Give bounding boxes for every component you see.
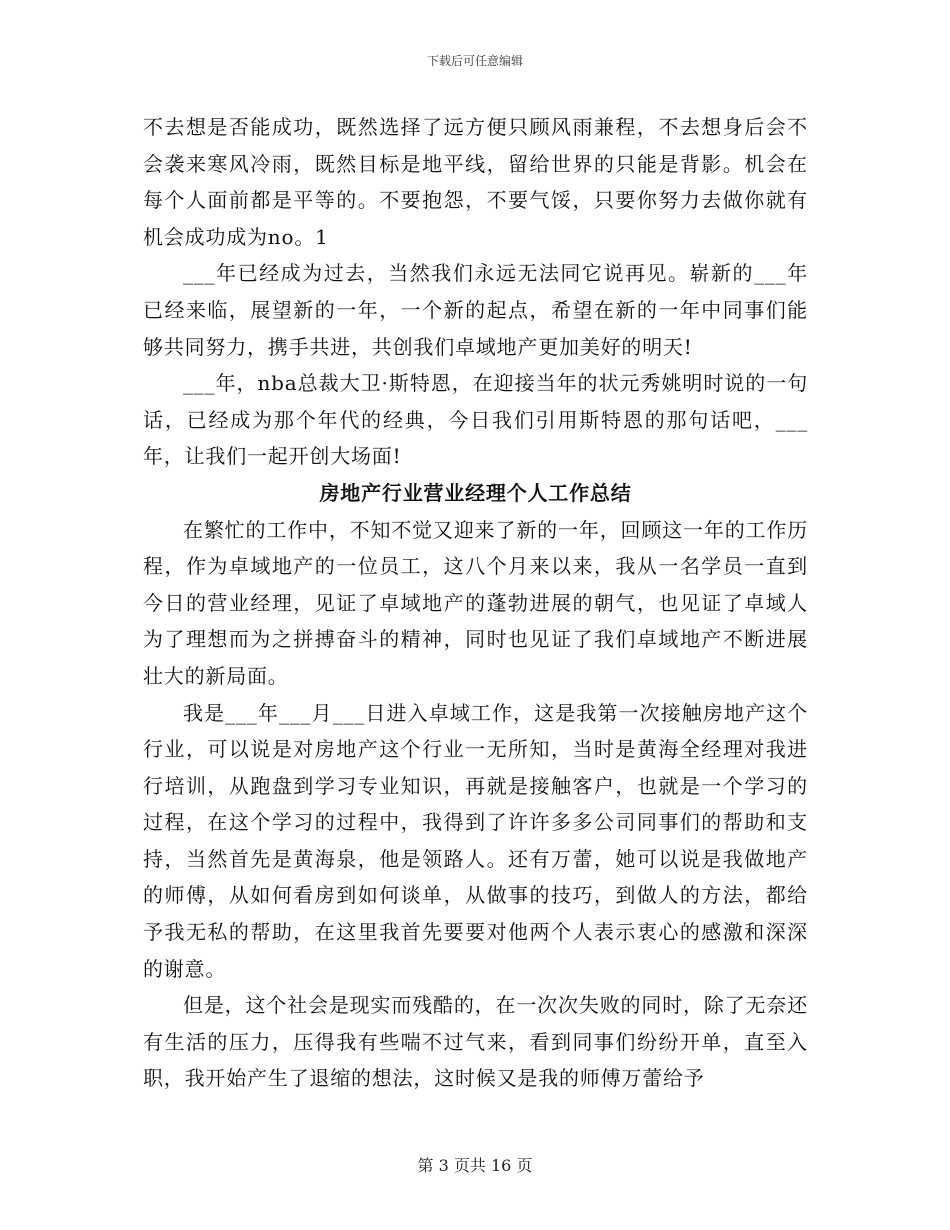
paragraph: 在繁忙的工作中，不知不觉又迎来了新的一年，回顾这一年的工作历程，作为卓域地产的一位员工，这八个月来以来，我从一名学员一直到今日的营业经理，见证了卓域地产的蓬勃进展的朝气，也见证了卓域人为了理想而为之拼搏奋斗的精神，同时也见证了我们卓域地产不断进展壮大的新局面。 <box>143 517 808 688</box>
page-header: 下载后可任意编辑 <box>426 54 523 68</box>
paragraph: 我是___年___月___日进入卓域工作，这是我第一次接触房地产这个行业，可以说是对房地产这个行业一无所知，当时是黄海全经理对我进行培训，从跑盘到学习专业知识，再就是接触客户，也就是一个学习的过程，在这个学习的过程中，我得到了许许多多公司同事们的帮助和支持，当然首先是黄海泉，他是领路人。还有万蕾，她可以说是我做地产的师傅，从如何看房到如何谈单，从做事的技巧，到做人的方法，都给予我无私的帮助，在这里我首先要要对他两个人表示衷心的感激和深深的谢意。 <box>143 700 808 981</box>
paragraph: ___年，nba总裁大卫·斯特恩，在迎接当年的状元秀姚明时说的一句话，已经成为那个年代的经典，今日我们引用斯特恩的那句话吧，___年，让我们一起开创大场面! <box>143 371 808 469</box>
paragraph: 但是，这个社会是现实而残酷的，在一次次失败的同时，除了无奈还有生活的压力，压得我有些喘不过气来，看到同事们纷纷开单，直至入职，我开始产生了退缩的想法，这时候又是我的师傅万蕾给予 <box>143 993 808 1091</box>
section-title: 房地产行业营业经理个人工作总结 <box>319 480 632 505</box>
document-body <box>143 109 808 1097</box>
paragraph-continued: 不去想是否能成功，既然选择了远方便只顾风雨兼程，不去想身后会不会袭来寒风冷雨，既然目标是地平线，留给世界的只能是背影。机会在每个人面前都是平等的。不要抱怨，不要气馁，只要你努力去做你就有机会成功成为no。1 <box>143 115 808 249</box>
paragraph: ___年已经成为过去，当然我们永远无法同它说再见。崭新的___年已经来临，展望新的一年，一个新的起点，希望在新的一年中同事们能够共同努力，携手共进，共创我们卓域地产更加美好的明天! <box>143 261 808 359</box>
page-footer: 第 3 页共 16 页 <box>417 1156 533 1175</box>
